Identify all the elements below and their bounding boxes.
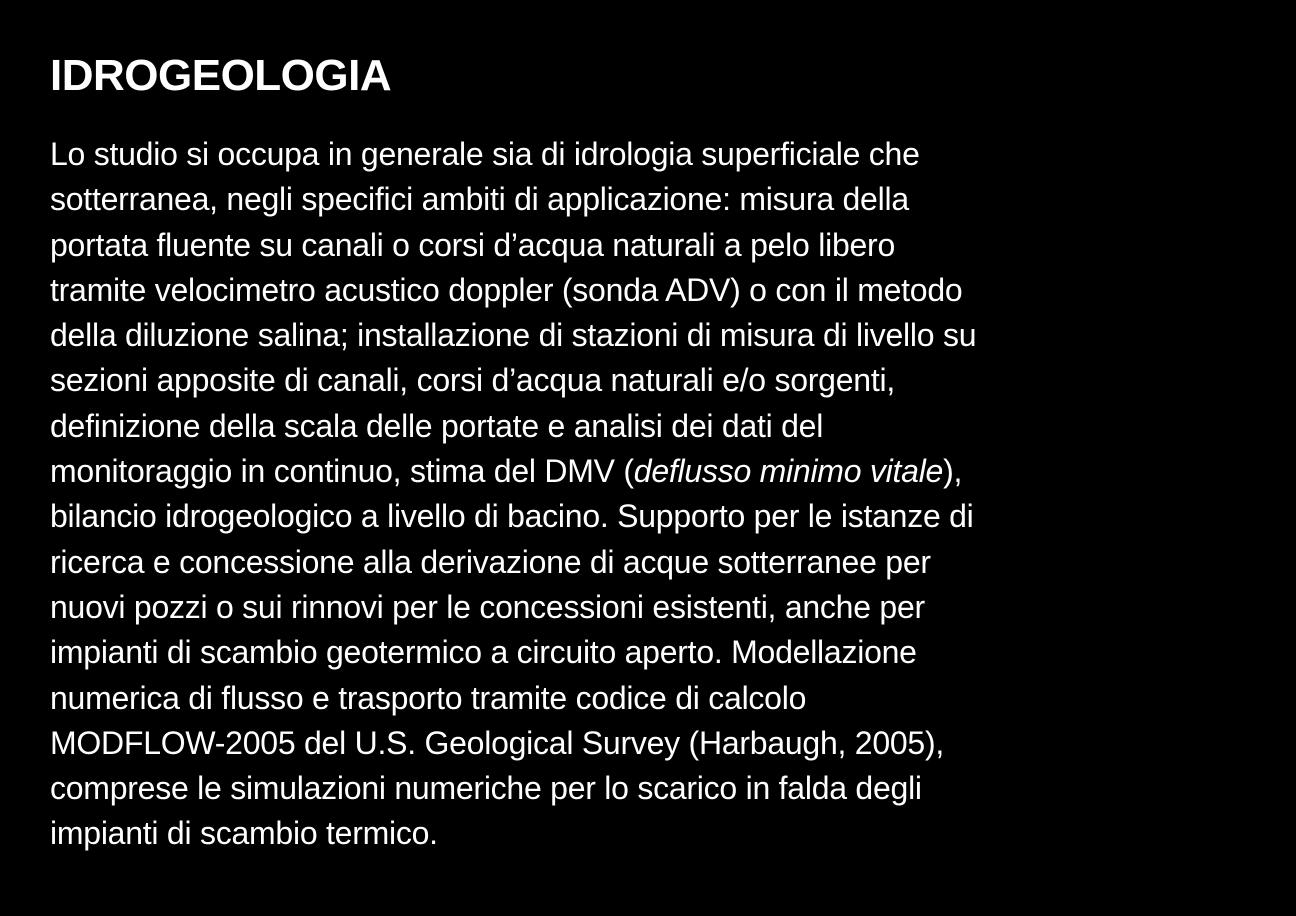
paragraph-line: portata fluente su canali o corsi d’acqua naturali a pelo libero [50,226,895,263]
paragraph-line: comprese le simulazioni numeriche per lo scarico in falda degli [50,770,922,807]
paragraph-line: impianti di scambio termico. [50,815,438,852]
paragraph-line: nuovi pozzi o sui rinnovi per le concessioni esistenti, anche per [50,588,925,625]
paragraph-line: tramite velocimetro acustico doppler (sonda ADV) o con il metodo [50,271,963,308]
paragraph-line: Lo studio si occupa in generale sia di idrologia superficiale che [50,136,920,172]
paragraph-line: impianti di scambio geotermico a circuito aperto. Modellazione [50,634,917,671]
line-text-after: ), [943,453,963,490]
line-text-before: monitoraggio in continuo, stima del DMV ( [50,453,634,490]
paragraph-line: ricerca e concessione alla derivazione di acque sotterranee per [50,543,931,580]
dmv-definition-italic: deflusso minimo vitale [633,453,944,490]
paragraph-line: sezioni apposite di canali, corsi d’acqua naturali e/o sorgenti, [50,362,895,399]
paragraph-line: sotterranea, negli specifici ambiti di applicazione: misura della [50,181,909,218]
paragraph-line: MODFLOW-2005 del U.S. Geological Survey (Harbaugh, 2005), [50,724,945,761]
paragraph-line: numerica di flusso e trasporto tramite codice di calcolo [50,679,807,716]
paragraph-line: definizione della scala delle portate e analisi dei dati del [50,407,824,444]
body-paragraph [50,132,1246,857]
page-title: IDROGEOLOGIA [50,51,392,100]
paragraph-line: bilancio idrogeologico a livello di bacino. Supporto per le istanze di [50,498,974,535]
paragraph-line: della diluzione salina; installazione di stazioni di misura di livello su [50,317,977,354]
paragraph-line [50,449,1246,494]
